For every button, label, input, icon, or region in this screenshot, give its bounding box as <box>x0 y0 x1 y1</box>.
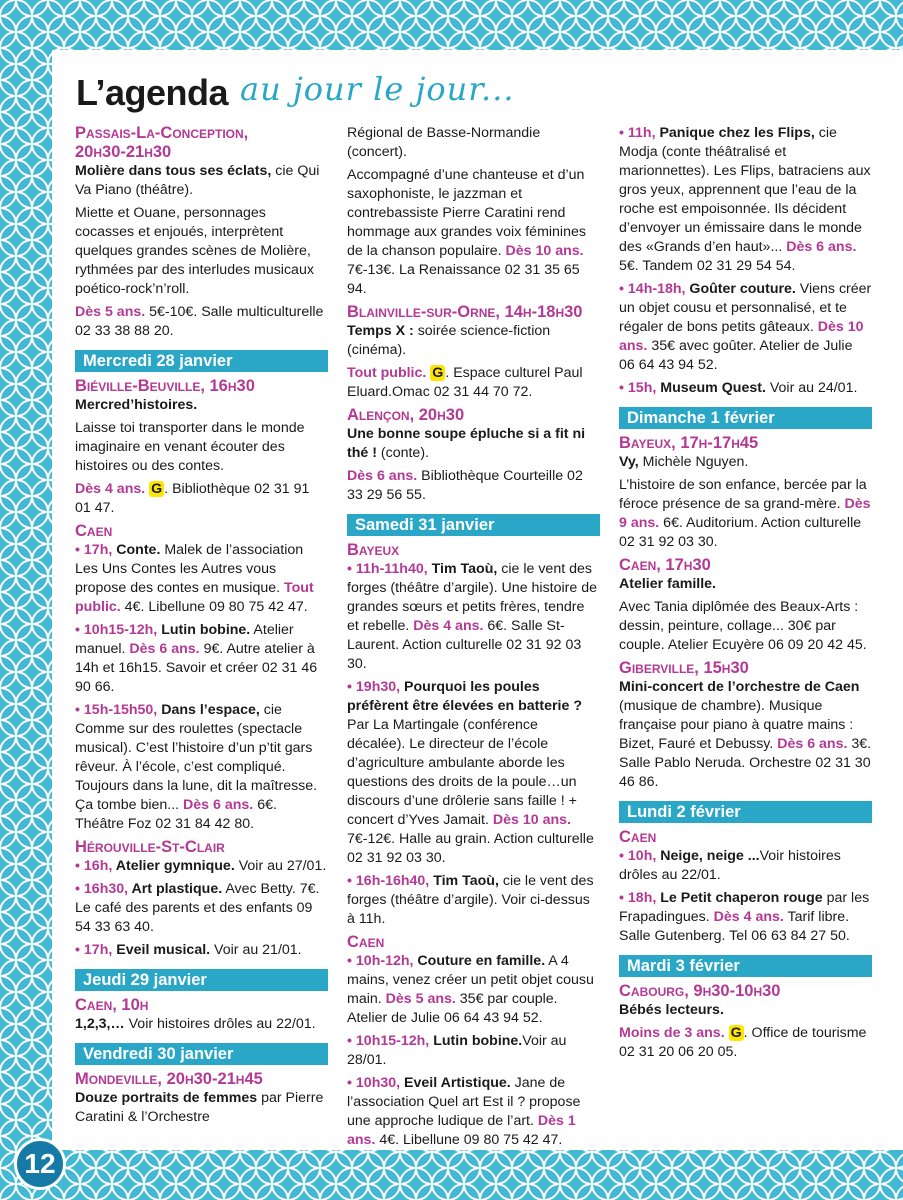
day-header: Mardi 3 février <box>619 955 872 977</box>
age-tag: Dès 6 ans. <box>129 641 200 657</box>
location-heading: Caen <box>75 522 113 540</box>
event-detail: . Office de tourisme 02 31 20 06 20 05. <box>619 1025 867 1060</box>
event-title: Goûter couture. <box>685 281 796 297</box>
age-tag: Dès 6 ans. <box>786 239 857 255</box>
location-heading: Blainville-sur-Orne, 14h-18h30 <box>347 303 583 321</box>
event-detail: Jane de l’association Quel art Est il ? propose une approche ludique de l’art. <box>347 1075 581 1129</box>
age-tag: Dès 4 ans. <box>413 618 484 634</box>
event-text <box>75 204 328 299</box>
agenda-column-1 <box>75 124 328 1131</box>
event-detail: A 4 mains, venez créer un petit objet cousu main. <box>347 953 594 1007</box>
event-text <box>347 678 600 868</box>
event-detail: cie Modja (conte théâtralisé et marionnettes). Les Flips, batraciens aux gros yeux, apprennent que l’eau de la roche est empoisonnée. Ils décident d’envoyer un émissaire dans le monde des «Grands d’en haut»... <box>619 125 871 255</box>
event-text <box>75 419 328 476</box>
event-time: • 16h30, <box>75 881 129 897</box>
event-detail: . Espace culturel Paul Eluard.Omac 02 31 44 70 72. <box>347 365 583 400</box>
event-title: Atelier gymnique. <box>112 858 235 874</box>
event-detail: Laisse toi transporter dans le monde imaginaire en venant écouter des histoires ou des contes. <box>75 420 305 474</box>
free-badge: G <box>432 365 444 381</box>
age-tag: Tout public. <box>75 580 314 615</box>
event-text <box>75 480 328 518</box>
event-time: • 17h, <box>75 942 113 958</box>
event-title: 1,2,3,… <box>75 1016 125 1032</box>
event-title: Le Petit chaperon rouge <box>656 890 823 906</box>
event-text <box>75 857 328 876</box>
day-header: Jeudi 29 janvier <box>75 969 328 991</box>
event-text <box>347 166 600 299</box>
event-title: Bébés lecteurs. <box>619 1002 724 1018</box>
event-text <box>347 1032 600 1070</box>
location-heading: Caen, 10h <box>75 996 149 1014</box>
free-badge: G <box>730 1025 742 1041</box>
event-text <box>619 889 872 946</box>
event-text <box>619 379 872 398</box>
event-text <box>347 872 600 929</box>
location-heading: Bayeux, 17h-17h45 <box>619 434 759 452</box>
event-detail: Voir au 24/01. <box>765 380 858 396</box>
agenda-column-3 <box>619 124 872 1066</box>
event-title: Mini-concert de l’orchestre de Caen <box>619 679 860 695</box>
event-detail: Avec Betty. 7€. Le café des parents et des enfants 09 54 33 63 40. <box>75 881 320 935</box>
event-detail: cie le vent des forges (théâtre d’argile). Une histoire de grandes sœurs et petits frères, tendre et rebelle. <box>347 561 597 634</box>
event-title: Vy, <box>619 454 639 470</box>
event-text <box>619 847 872 885</box>
event-text <box>347 560 600 674</box>
event-text <box>619 280 872 375</box>
event-detail: (musique de chambre). Musique française pour piano à quatre mains : Bizet, Fauré et Debussy. <box>619 698 854 752</box>
age-tag: Dès 5 ans. <box>75 304 146 320</box>
event-text <box>75 303 328 341</box>
event-detail: Voir histoires drôles au 22/01. <box>124 1016 316 1032</box>
location-heading: Mondeville, 20h30-21h45 <box>75 1070 263 1088</box>
location-heading: Caen <box>347 933 385 951</box>
age-tag: Dès 5 ans. <box>385 991 456 1007</box>
event-detail: L’histoire de son enfance, bercée par la féroce présence de sa grand-mère. <box>619 477 867 512</box>
event-detail: 6€. Théâtre Foz 02 31 84 42 80. <box>75 797 277 832</box>
event-title: Art plastique. <box>128 881 223 897</box>
age-tag: Dès 1 ans. <box>347 1113 576 1148</box>
location-heading: Biéville-Beuville, 16h30 <box>75 377 255 395</box>
event-text <box>347 467 600 505</box>
event-detail: (conte). <box>376 445 429 461</box>
event-title: Museum Quest. <box>656 380 766 396</box>
event-detail: Voir au 28/01. <box>347 1033 567 1068</box>
event-detail: 9€. Autre atelier à 14h et 16h15. Savoir et créer 02 31 46 90 66. <box>75 641 318 695</box>
event-text <box>619 575 872 594</box>
event-title: Tim Taoù, <box>429 873 499 889</box>
event-detail: 7€-12€. Halle au grain. Action culturelle 02 31 92 03 30. <box>347 831 594 866</box>
event-title: Atelier famille. <box>619 576 716 592</box>
event-detail: 5€. Tandem 02 31 29 54 54. <box>619 258 796 274</box>
age-tag: Dès 6 ans. <box>347 468 418 484</box>
event-title: Une bonne soupe épluche si a fit ni thé ! <box>347 426 586 461</box>
event-detail: Bibliothèque Courteille 02 33 29 56 55. <box>347 468 583 503</box>
event-detail: Accompagné d’une chanteuse et d’un saxophoniste, le jazzman et contrebassiste Pierre Caratini rend hommage aux grandes voix féminines de la chanson populaire. <box>347 167 586 259</box>
event-detail: Michèle Nguyen. <box>638 454 749 470</box>
event-detail: cie Qui Va Piano (théâtre). <box>75 163 320 198</box>
event-title: Neige, neige ... <box>656 848 760 864</box>
event-time: • 16h-16h40, <box>347 873 430 889</box>
event-title: Temps X : <box>347 323 414 339</box>
location-heading: Caen, 17h30 <box>619 556 711 574</box>
event-detail: 6€. Salle St-Laurent. Action culturelle 02 31 92 03 30. <box>347 618 582 672</box>
location-heading: Hérouville-St-Clair <box>75 838 225 856</box>
event-time: • 19h30, <box>347 679 401 695</box>
event-text <box>75 1089 328 1127</box>
event-detail: Avec Tania diplômée des Beaux-Arts : dessin, peinture, collage... 30€ par couple. Atelier Ecuyère 06 09 20 42 45. <box>619 599 867 653</box>
event-title: Conte. <box>112 542 161 558</box>
event-time: • 16h, <box>75 858 113 874</box>
event-text <box>619 124 872 276</box>
event-text <box>619 598 872 655</box>
event-detail: . Bibliothèque 02 31 91 01 47. <box>75 481 310 516</box>
event-title: Eveil Artistique. <box>400 1075 511 1091</box>
event-text <box>75 941 328 960</box>
event-title: Panique chez les Flips, <box>655 125 815 141</box>
event-text <box>75 162 328 200</box>
age-tag: Dès 4 ans. <box>75 481 146 497</box>
event-detail: Voir au 27/01. <box>234 858 327 874</box>
page-subtitle-script: au jour le jour... <box>240 70 515 108</box>
event-time: • 15h-15h50, <box>75 702 158 718</box>
location-heading: Caen <box>619 828 657 846</box>
event-detail: 4€. Libellune 09 80 75 42 47. <box>120 599 308 615</box>
event-title: Tim Taoù, <box>427 561 498 577</box>
day-header: Vendredi 30 janvier <box>75 1043 328 1065</box>
location-heading: 20h30-21h30 <box>75 143 172 161</box>
event-text <box>619 1001 872 1020</box>
event-time: • 10h15-12h, <box>75 622 158 638</box>
page-number-badge: 12 <box>14 1138 66 1190</box>
age-tag: Dès 4 ans. <box>713 909 784 925</box>
event-time: • 10h, <box>619 848 657 864</box>
location-heading: Bayeux <box>347 541 400 559</box>
event-title: Douze portraits de femmes <box>75 1090 258 1106</box>
page-title: L’agenda <box>76 72 229 113</box>
event-text <box>75 396 328 415</box>
age-tag: Dès 9 ans. <box>619 496 871 531</box>
event-detail: 35€ par couple. Atelier de Julie 06 64 43 94 52. <box>347 991 558 1026</box>
event-detail: Tarif libre. Salle Gutenberg. Tel 06 63 84 27 50. <box>619 909 850 944</box>
event-time: • 18h, <box>619 890 657 906</box>
event-title: Lutin bobine. <box>157 622 251 638</box>
event-detail: 3€. Salle Pablo Neruda. Orchestre 02 31 30 46 86. <box>619 736 872 790</box>
event-detail: cie le vent des forges (théâtre d’argile). Voir ci-dessus à 11h. <box>347 873 594 927</box>
event-text <box>619 678 872 792</box>
event-detail: 6€. Auditorium. Action culturelle 02 31 92 03 30. <box>619 515 862 550</box>
event-title: Eveil musical. <box>112 942 211 958</box>
event-detail: Par La Martingale (conférence décalée). Le directeur de l’école d’agriculture ambulante aborde les questions des droits de la poule…un discours d’une drôlerie sans faille ! + concert d’Yves Jamait. <box>347 717 577 828</box>
event-detail: 5€-10€. Salle multiculturelle 02 33 38 88 20. <box>75 304 324 339</box>
location-heading: Cabourg, 9h30-10h30 <box>619 982 781 1000</box>
event-title: Dans l’espace, <box>157 702 260 718</box>
event-text <box>347 322 600 360</box>
event-title: Couture en famille. <box>413 953 546 969</box>
age-tag: Moins de 3 ans. <box>619 1025 725 1041</box>
event-text <box>619 476 872 552</box>
event-time: • 10h-12h, <box>347 953 414 969</box>
event-detail: Atelier manuel. <box>75 622 294 657</box>
event-detail: Voir au 21/01. <box>210 942 302 958</box>
event-text <box>75 880 328 937</box>
location-heading: Alençon, 20h30 <box>347 406 465 424</box>
day-header: Lundi 2 février <box>619 801 872 823</box>
event-title: Lutin bobine. <box>429 1033 523 1049</box>
location-heading: Giberville, 15h30 <box>619 659 749 677</box>
event-text <box>75 1015 328 1034</box>
event-detail: par Pierre Caratini & l’Orchestre <box>75 1090 324 1125</box>
event-text <box>347 124 600 162</box>
event-time: • 15h, <box>619 380 657 396</box>
event-text <box>347 364 600 402</box>
age-tag: Dès 10 ans. <box>619 319 864 354</box>
day-header: Mercredi 28 janvier <box>75 350 328 372</box>
event-text <box>347 425 600 463</box>
event-detail: Régional de Basse-Normandie (concert). <box>347 125 541 160</box>
event-time: • 10h15-12h, <box>347 1033 430 1049</box>
event-text <box>75 701 328 834</box>
age-tag: Dès 6 ans. <box>777 736 848 752</box>
event-detail: Malek de l’association Les Uns Contes les Autres vous propose des contes en musique. <box>75 542 304 596</box>
event-text <box>347 952 600 1028</box>
event-time: • 11h, <box>619 125 656 141</box>
age-tag: Tout public. <box>347 365 427 381</box>
event-detail: par les Frapadingues. <box>619 890 870 925</box>
event-detail: soirée science-fiction (cinéma). <box>347 323 551 358</box>
event-text <box>75 541 328 617</box>
agenda-column-2 <box>347 124 600 1154</box>
event-time: • 17h, <box>75 542 113 558</box>
event-detail: Miette et Ouane, personnages cocasses et enjoués, interprètent quelques grandes scènes de Molière, rythmées par des interludes musicaux poético-rock’n’roll. <box>75 205 314 297</box>
event-detail: 4€. Libellune 09 80 75 42 47. <box>375 1132 563 1148</box>
free-badge: G <box>151 481 163 497</box>
age-tag: Dès 10 ans. <box>492 812 571 828</box>
event-text <box>347 1074 600 1150</box>
event-text <box>75 621 328 697</box>
event-detail: 35€ avec goûter. Atelier de Julie 06 64 43 94 52. <box>619 338 853 373</box>
age-tag: Dès 10 ans. <box>505 243 584 259</box>
event-detail: Voir histoires drôles au 22/01. <box>619 848 841 883</box>
event-title: Molière dans tous ses éclats, <box>75 163 272 179</box>
event-time: • 14h-18h, <box>619 281 686 297</box>
location-heading: Passais-La-Conception, <box>75 124 249 142</box>
day-header: Samedi 31 janvier <box>347 514 600 536</box>
event-text <box>619 1024 872 1062</box>
event-title: Mercred’histoires. <box>75 397 198 413</box>
event-time: • 10h30, <box>347 1075 401 1091</box>
event-detail: 7€-13€. La Renaissance 02 31 35 65 94. <box>347 262 580 297</box>
age-tag: Dès 6 ans. <box>183 797 254 813</box>
event-time: • 11h-11h40, <box>347 561 428 577</box>
event-title: Pourquoi les poules préfèrent être élevées en batterie ? <box>347 679 582 714</box>
event-detail: Viens créer un objet cousu et personnalisé, et te régaler de bons petits gâteaux. <box>619 281 872 335</box>
event-detail: cie Comme sur des roulettes (spectacle musical). C’est l’histoire d’un p’tit gars rêveur. À l’école, c’est compliqué. Toujours dans la lune, dit la maîtresse. Ça tombe bien... <box>75 702 318 813</box>
day-header: Dimanche 1 février <box>619 407 872 429</box>
event-text <box>619 453 872 472</box>
